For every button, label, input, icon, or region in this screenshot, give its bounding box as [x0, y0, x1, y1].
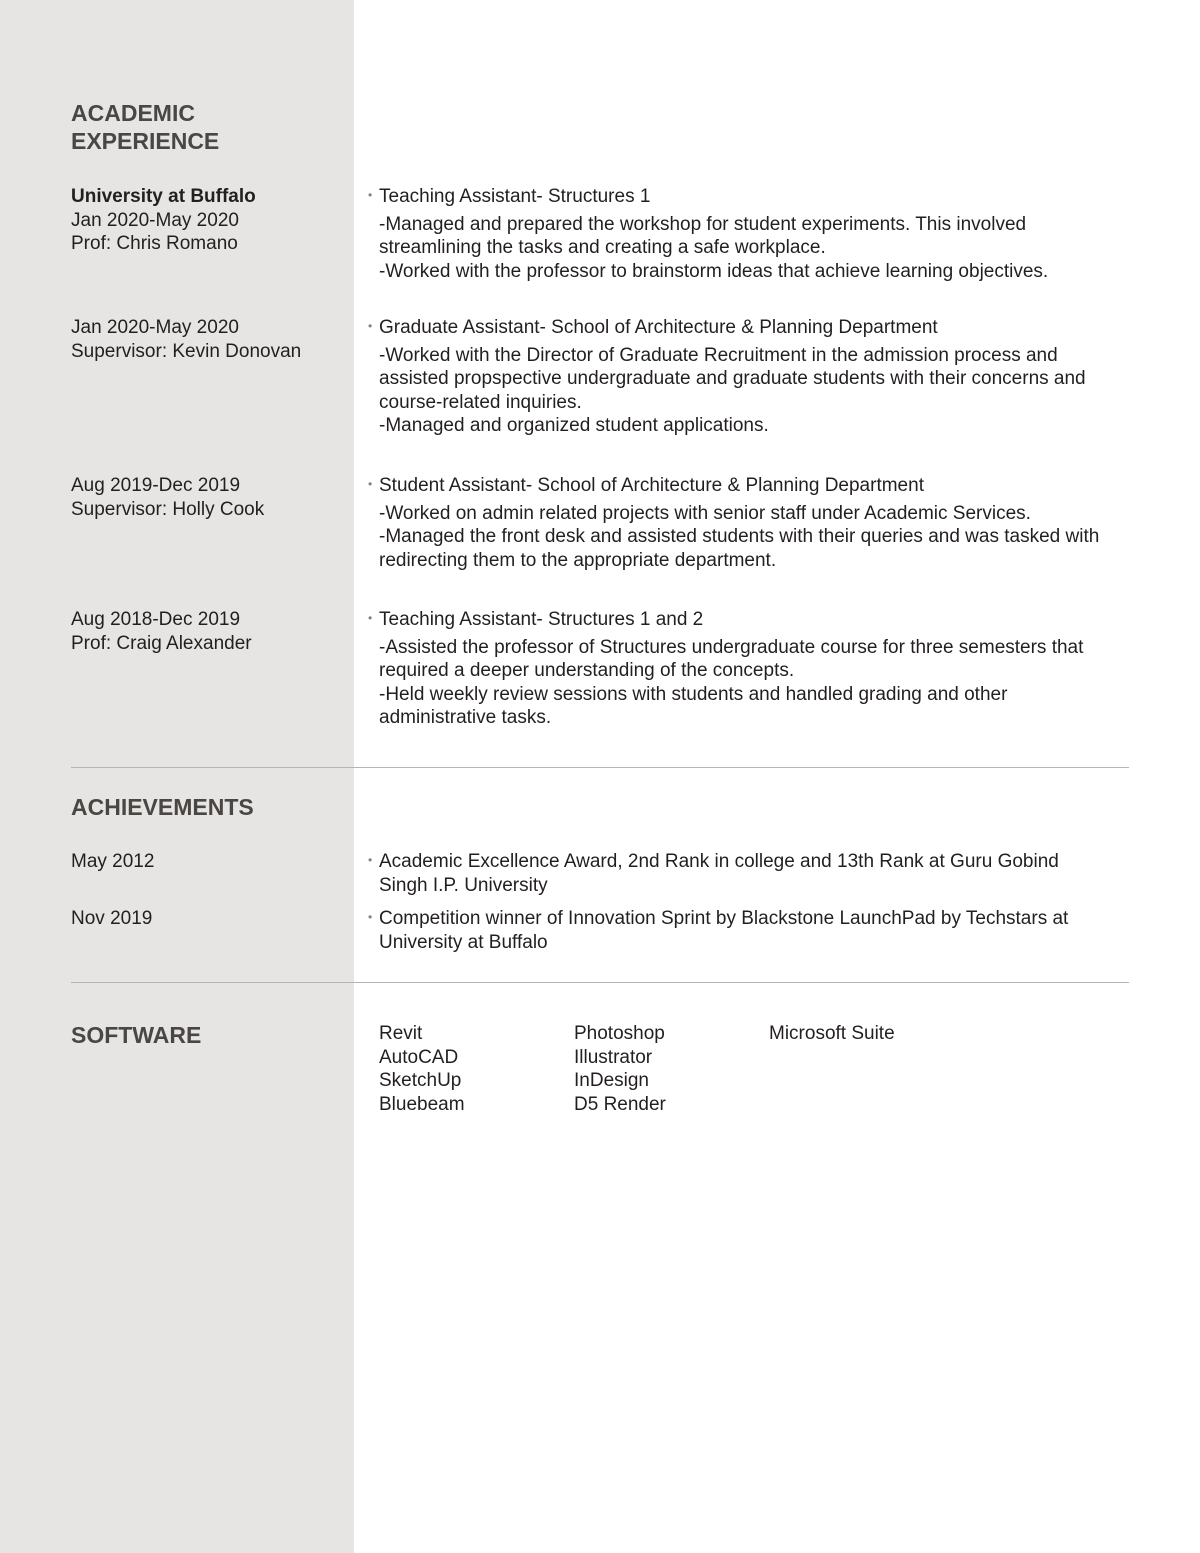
experience-line: course-related inquiries. [379, 391, 582, 413]
experience-line: -Held weekly review sessions with students and handled grading and other [379, 683, 1008, 705]
software-column-2 [574, 1022, 666, 1116]
experience-line: -Assisted the professor of Structures undergraduate course for three semesters that [379, 636, 1084, 658]
experience-meta-1 [71, 185, 256, 256]
bullet-icon: • [368, 188, 373, 202]
bullet-icon: • [368, 853, 373, 867]
achievement-date-2 [71, 907, 152, 931]
achievement-text [368, 907, 1143, 931]
achievement-line: Singh I.P. University [379, 874, 548, 896]
software-item: SketchUp [379, 1070, 462, 1092]
experience-meta-2 [71, 316, 301, 363]
experience-entry-4 [368, 608, 1143, 730]
achievement-date: Nov 2019 [71, 908, 153, 929]
experience-line: -Worked with the Director of Graduate Recruitment in the admission process and [379, 344, 1058, 366]
experience-line: -Managed and organized student applications. [379, 415, 769, 437]
experience-entry-2 [368, 316, 1143, 438]
experience-meta-3 [71, 474, 264, 521]
software-item: AutoCAD [379, 1046, 459, 1068]
software-item: Photoshop [574, 1023, 665, 1044]
experience-line: streamlining the tasks and creating a safe workplace. [379, 237, 826, 259]
achievement-entry-2 [368, 907, 1143, 954]
experience-title-text: Student Assistant- School of Architecture & Planning Department [379, 475, 924, 496]
achievement-text [368, 850, 1143, 874]
achievement-line: Competition winner of Innovation Sprint by Blackstone LaunchPad by Techstars at [379, 908, 1069, 929]
experience-title-text: Teaching Assistant- Structures 1 [379, 186, 651, 207]
experience-dates: Jan 2020-May 2020 [71, 317, 239, 338]
experience-dates: Aug 2019-Dec 2019 [71, 475, 241, 496]
software-item: Microsoft Suite [769, 1023, 895, 1044]
software-item: D5 Render [574, 1093, 666, 1115]
achievements-heading: ACHIEVEMENTS [71, 794, 254, 820]
experience-line: administrative tasks. [379, 707, 552, 729]
bullet-icon: • [368, 910, 373, 924]
experience-entry-1 [368, 185, 1143, 283]
experience-meta-4 [71, 608, 252, 655]
experience-dates: Aug 2018-Dec 2019 [71, 609, 241, 630]
experience-line: -Worked with the professor to brainstorm ideas that achieve learning objectives. [379, 260, 1049, 282]
experience-line: -Managed and prepared the workshop for student experiments. This involved [379, 213, 1027, 235]
experience-contact: Prof: Chris Romano [71, 233, 238, 255]
experience-contact: Supervisor: Holly Cook [71, 498, 265, 520]
achievement-line: Academic Excellence Award, 2nd Rank in college and 13th Rank at Guru Gobind [379, 851, 1059, 872]
bullet-icon: • [368, 319, 373, 333]
achievement-entry-1 [368, 850, 1143, 897]
experience-dates: Jan 2020-May 2020 [71, 209, 239, 231]
experience-title [368, 185, 1143, 209]
experience-title [368, 474, 1143, 498]
software-item: Revit [379, 1023, 423, 1044]
experience-title [368, 316, 1143, 340]
section-divider [71, 767, 1129, 768]
achievement-line: University at Buffalo [379, 931, 548, 953]
bullet-icon: • [368, 477, 373, 491]
experience-entry-3 [368, 474, 1143, 572]
achievement-date: May 2012 [71, 851, 155, 872]
academic-experience-heading: ACADEMIC EXPERIENCE [71, 100, 220, 154]
achievement-date-1 [71, 850, 154, 874]
section-divider [71, 982, 1129, 983]
experience-contact: Prof: Craig Alexander [71, 632, 252, 654]
software-item: Illustrator [574, 1046, 653, 1068]
software-column-3 [769, 1022, 895, 1046]
experience-line: -Managed the front desk and assisted students with their queries and was tasked with [379, 526, 1100, 548]
software-heading: SOFTWARE [71, 1022, 202, 1048]
experience-title-text: Teaching Assistant- Structures 1 and 2 [379, 609, 704, 630]
experience-line: assisted propspective undergraduate and graduate students with their concerns and [379, 368, 1086, 390]
experience-line: -Worked on admin related projects with senior staff under Academic Services. [379, 502, 1031, 524]
experience-contact: Supervisor: Kevin Donovan [71, 340, 302, 362]
bullet-icon: • [368, 611, 373, 625]
software-item: InDesign [574, 1070, 649, 1092]
experience-title-text: Graduate Assistant- School of Architecture & Planning Department [379, 317, 938, 338]
organization-name: University at Buffalo [71, 186, 256, 207]
experience-line: required a deeper understanding of the concepts. [379, 660, 795, 682]
experience-title [368, 608, 1143, 632]
software-item: Bluebeam [379, 1093, 465, 1115]
experience-line: redirecting them to the appropriate department. [379, 549, 777, 571]
software-column-1 [379, 1022, 465, 1116]
